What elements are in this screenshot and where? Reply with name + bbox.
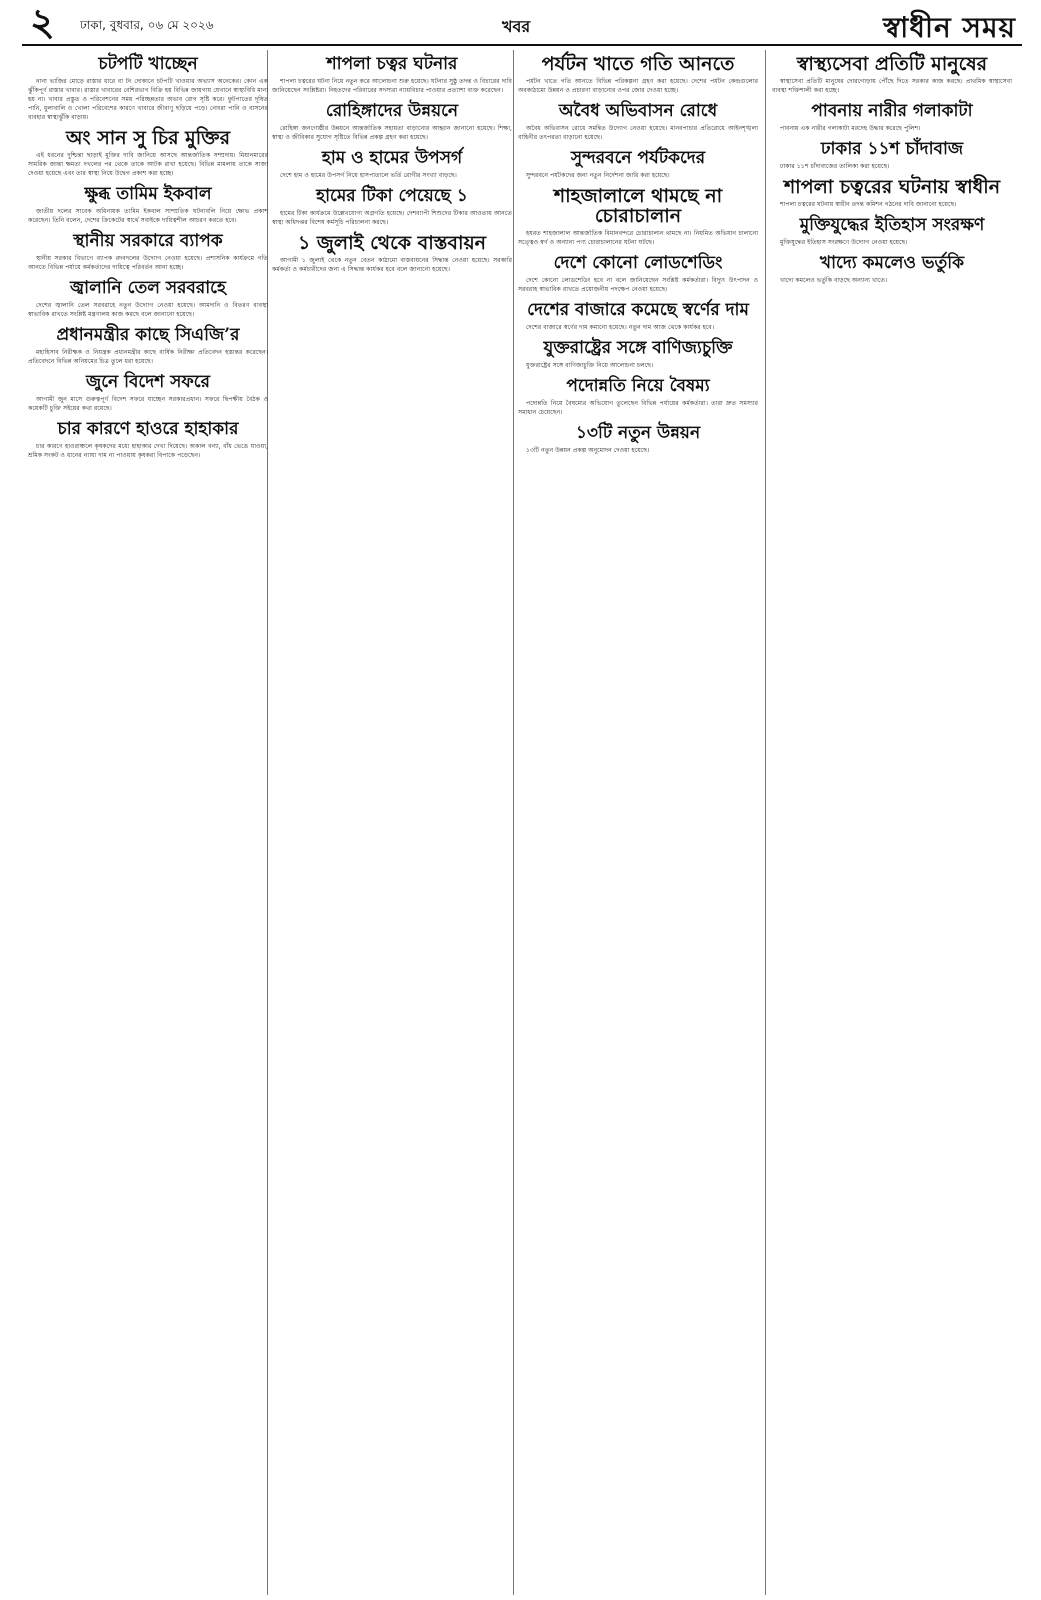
article — [272, 148, 512, 180]
article-headline[interactable]: ক্ষুব্ধ তামিম ইকবাল — [84, 184, 212, 204]
article-headline[interactable]: শাপলা চত্বর ঘটনার — [326, 54, 458, 74]
column-4 — [772, 50, 1012, 1590]
article-body — [772, 200, 1012, 209]
article-headline[interactable]: অং সান সু চির মুক্তির — [65, 127, 231, 149]
article-headline[interactable]: ১ জুলাই থেকে বাস্তবায়ন — [297, 232, 487, 254]
article-headline[interactable]: দেশের বাজারে কমেছে স্বর্ণের দাম — [527, 300, 749, 320]
article-headline[interactable]: প্রধানমন্ত্রীর কাছে সিএজি’র — [56, 325, 240, 345]
article-text: দেশের বাজারে স্বর্ণের দাম কমানো হয়েছে। নতুন দাম আজ থেকে কার্যকর হবে। — [526, 324, 715, 331]
article — [28, 231, 268, 272]
section-title: খবর — [502, 17, 531, 36]
article-body — [28, 151, 268, 178]
article — [772, 101, 1012, 133]
article-headline[interactable]: পাবনায় নারীর গলাকাটা — [811, 101, 973, 121]
article — [28, 419, 268, 460]
article-body — [518, 276, 758, 294]
article-body — [272, 77, 512, 95]
article — [518, 423, 758, 455]
article — [272, 186, 512, 227]
article-body — [518, 446, 758, 455]
article-headline[interactable]: খাদ্যে কমলেও ভর্তুকি — [819, 253, 965, 273]
article-headline[interactable]: শাপলা চত্বরের ঘটনায় স্বাধীন — [783, 176, 1001, 198]
article-text: আগামী জুন মাসে গুরুত্বপূর্ণ বিদেশ সফরে যাচ্ছেন সরকারপ্রধান। সফরে দ্বিপক্ষীয় বৈঠক ও কয়েকটি চুক্তি সইয়ের কথা রয়েছে। — [28, 396, 268, 412]
article-headline[interactable]: স্বাস্থ্যসেবা প্রতিটি মানুষের — [796, 53, 988, 75]
article-body — [28, 395, 268, 413]
article-headline[interactable]: যুক্তরাষ্ট্রের সঙ্গে বাণিজ্যচুক্তি — [543, 338, 733, 358]
article — [518, 338, 758, 370]
article-text: পাবনায় এক নারীর গলাকাটা মরদেহ উদ্ধার করেছে পুলিশ। — [780, 125, 921, 132]
article-text: মহাহিসাব নিরীক্ষক ও নিয়ন্ত্রক প্রধানমন্ত্রীর কাছে বার্ষিক নিরীক্ষা প্রতিবেদন হস্তান্তর করেছেন। প্রতিবেদনে বিভিন্ন অনিয়মের চিত্র তুলে ধরা হয়েছে। — [28, 349, 268, 365]
article — [518, 253, 758, 294]
dateline: ঢাকা, বুধবার, ০৬ মে ২০২৬ — [80, 18, 214, 32]
column-2 — [272, 50, 512, 1590]
article — [28, 128, 268, 178]
article — [272, 101, 512, 142]
article-headline[interactable]: পদোন্নতি নিয়ে বৈষম্য — [566, 376, 710, 396]
article — [28, 54, 268, 122]
article-body — [28, 348, 268, 366]
article-text: দেশের জ্বালানি তেল সরবরাহে নতুন উদ্যোগ নেওয়া হয়েছে। আমদানি ও বিতরণ ব্যবস্থা স্বাভাবিক রাখতে সংশ্লিষ্ট মন্ত্রণালয় কাজ করছে বলে জানানো হয়েছে। — [28, 302, 268, 318]
article-text: খাদ্যে কমলেও ভর্তুকি বাড়ছে অন্যান্য খাতে। — [780, 277, 888, 284]
article — [518, 148, 758, 180]
article-headline[interactable]: জ্বালানি তেল সরবরাহে — [70, 278, 226, 298]
article-body — [772, 162, 1012, 171]
article-text: দেশে কোনো লোডশেডিং হবে না বলে জানিয়েছেন সংশ্লিষ্ট কর্মকর্তারা। বিদ্যুৎ উৎপাদন ও সরবরাহ স্বাভাবিক রাখতে প্রয়োজনীয় পদক্ষেপ নেওয়া হয়েছে। — [518, 277, 758, 293]
article-text: ১৩টি নতুন উন্নয়ন প্রকল্প অনুমোদন দেওয়া হয়েছে। — [526, 447, 650, 454]
newspaper-logo: স্বাধীন সময় — [883, 11, 1016, 44]
article-text: শাপলা চত্বরের ঘটনা নিয়ে নতুন করে আলোচনা শুরু হয়েছে। ঘটনার সুষ্ঠু তদন্ত ও বিচারের দাবি জানিয়েছেন সংশ্লিষ্টরা। নিহতদের পরিবারের সদস্যরা ন্যায়বিচার পাওয়ার প্রত্যাশা ব্যক্ত করেছেন। — [272, 78, 512, 94]
article-text: পর্যটন খাতে গতি আনতে বিভিন্ন পরিকল্পনা গ্রহণ করা হয়েছে। দেশের পর্যটন কেন্দ্রগুলোর অবকাঠামো উন্নয়ন ও প্রচারণা বাড়ানোর ওপর জোর দেওয়া হচ্ছে। — [518, 78, 758, 94]
article-text: ঢাকার ১১শ চাঁদাবাজের তালিকা করা হয়েছে। — [780, 163, 890, 170]
article-body — [518, 361, 758, 370]
article — [518, 101, 758, 142]
article-text: নানা ভাজির মোড়ে রাস্তার ধারে বা টং দোকানে চটপটি খাওয়ার অভ্যাস অনেকের। কোন এক ঝুঁকিপূর্ণ রাস্তার খাবার। রাস্তার খাবারের বেশিরভাগ বিক্রি হয় বিভিন্ন জায়গায় যেখানে স্বাস্থ্যবিধি মানা হয় না। খাবার প্রস্তুত ও পরিবেশনের সময় পরিচ্ছন্নতার অভাব রোগ সৃষ্টি করে। ফুটপাতের দূষিত পানি, ধুলাবালি ও খোলা পরিবেশের কারণে খাবারে জীবাণু ছড়িয়ে পড়ে। নোংরা পানি ও বাসনের ব্যবহার স্বাস্থ্যঝুঁকি বাড়ায়। — [28, 78, 268, 121]
article-headline[interactable]: ১৩টি নতুন উন্নয়ন — [575, 423, 701, 443]
column-3 — [518, 50, 758, 1590]
article-body — [518, 399, 758, 417]
article-text: রোহিঙ্গা জনগোষ্ঠীর উন্নয়নে আন্তর্জাতিক সহায়তা বাড়ানোর আহ্বান জানানো হয়েছে। শিক্ষা, স্বাস্থ্য ও জীবিকার সুযোগ সৃষ্টিতে বিভিন্ন প্রকল্প গ্রহণ করা হয়েছে। — [272, 125, 512, 141]
article-text: অবৈধ অভিবাসন রোধে সমন্বিত উদ্যোগ নেওয়া হয়েছে। মানবপাচার প্রতিরোধে আইনশৃঙ্খলা বাহিনীর তৎপরতা বাড়ানো হয়েছে। — [518, 125, 758, 141]
article-headline[interactable]: চটপটি খাচ্ছেন — [98, 54, 198, 74]
column-1 — [28, 50, 268, 1590]
article-headline[interactable]: চার কারণে হাওরে হাহাকার — [57, 419, 239, 439]
article-headline[interactable]: রোহিঙ্গাদের উন্নয়নে — [325, 101, 459, 121]
article-text: হযরত শাহজালাল আন্তর্জাতিক বিমানবন্দরে চোরাচালান থামছে না। নিয়মিত অভিযান চালানো সত্ত্বেও স্বর্ণ ও অন্যান্য পণ্য চোরাচালানের ঘটনা ঘটছে। — [518, 230, 758, 246]
article — [518, 186, 758, 247]
article — [772, 215, 1012, 247]
article-headline[interactable]: জুনে বিদেশ সফরে — [85, 372, 210, 392]
article-text: আগামী ১ জুলাই থেকে নতুন বেতন কাঠামো বাস্তবায়নের সিদ্ধান্ত নেওয়া হয়েছে। সরকারি কর্মকর্তা ও কর্মচারীদের জন্য এ সিদ্ধান্ত কার্যকর হবে বলে জানানো হয়েছে। — [272, 257, 512, 273]
article-body — [772, 77, 1012, 95]
article — [518, 376, 758, 417]
article-text: জাতীয় দলের সাবেক অধিনায়ক তামিম ইকবাল সাম্প্রতিক ঘটনাবলি নিয়ে ক্ষোভ প্রকাশ করেছেন। তিনি বলেন, দেশের ক্রিকেটের স্বার্থে সবাইকে দায়িত্বশীল আচরণ করতে হবে। — [28, 208, 268, 224]
article-text: হামের টিকা কার্যক্রমে উল্লেখযোগ্য অগ্রগতি হয়েছে। দেশব্যাপী শিশুদের টিকার আওতায় আনতে স্বাস্থ্য অধিদপ্তর বিশেষ কর্মসূচি পরিচালনা করছে। — [272, 210, 512, 226]
article-headline[interactable]: মুক্তিযুদ্ধের ইতিহাস সংরক্ষণ — [799, 215, 985, 235]
article-text: এই ধরনের দুশ্চিন্তা ছাড়াই মুক্তির দাবি জানিয়ে আসছে আন্তর্জাতিক সম্প্রদায়। মিয়ানমারের সামরিক জান্তা ক্ষমতা দখলের পর থেকে তাকে আটক রাখা হয়েছে। বিভিন্ন মামলায় তাকে সাজা দেওয়া হয়েছে এবং তার স্বাস্থ্য নিয়ে উদ্বেগ প্রকাশ করা হচ্ছে। — [28, 152, 268, 177]
article-body — [518, 323, 758, 332]
article-body — [272, 209, 512, 227]
article — [772, 139, 1012, 171]
article — [518, 300, 758, 332]
article-text: স্থানীয় সরকার বিভাগে ব্যাপক রদবদলের উদ্যোগ নেওয়া হয়েছে। প্রশাসনিক কার্যক্রমে গতি আনতে বিভিন্ন পর্যায়ে কর্মকর্তাদের দায়িত্বে পরিবর্তন আনা হচ্ছে। — [28, 255, 268, 271]
article — [28, 325, 268, 366]
article-text: স্বাস্থ্যসেবা প্রতিটি মানুষের দোরগোড়ায় পৌঁছে দিতে সরকার কাজ করছে। প্রাথমিক স্বাস্থ্যসেবা ব্যবস্থা শক্তিশালী করা হচ্ছে। — [772, 78, 1012, 94]
article-headline[interactable]: হামের টিকা পেয়েছে ১ — [316, 186, 468, 206]
article-text: যুক্তরাষ্ট্রের সঙ্গে বাণিজ্যচুক্তি নিয়ে আলোচনা চলছে। — [526, 362, 654, 369]
article-body — [272, 124, 512, 142]
article — [272, 54, 512, 95]
article-body — [772, 124, 1012, 133]
article-text: মুক্তিযুদ্ধের ইতিহাস সংরক্ষণে উদ্যোগ নেওয়া হয়েছে। — [780, 239, 908, 246]
article-headline[interactable]: অবৈধ অভিবাসন রোধে — [558, 101, 718, 121]
article-body — [518, 124, 758, 142]
article — [772, 177, 1012, 209]
article-body — [272, 256, 512, 274]
article — [272, 233, 512, 274]
article-body — [28, 254, 268, 272]
article-body — [272, 171, 512, 180]
article-headline[interactable]: শাহজালালে থামছে না চোরাচালান — [553, 185, 723, 227]
article-body — [28, 301, 268, 319]
article-body — [772, 276, 1012, 285]
article-text: দেশে হাম ও হামের উপসর্গ নিয়ে হাসপাতালে ভর্তি রোগীর সংখ্যা বাড়ছে। — [280, 172, 457, 179]
article-text: শাপলা চত্বরের ঘটনায় স্বাধীন তদন্ত কমিশন গঠনের দাবি জানানো হয়েছে। — [780, 201, 957, 208]
article — [28, 184, 268, 225]
article-text: সুন্দরবনে পর্যটকদের জন্য নতুন নির্দেশনা জারি করা হয়েছে। — [526, 172, 670, 179]
article-text: চার কারণে হাওরাঞ্চলে কৃষকদের মধ্যে হাহাকার দেখা দিয়েছে। অকাল বন্যা, বাঁধ ভেঙে যাওয়া, শ্রমিক সংকট ও ধানের ন্যায্য দাম না পাওয়ায় কৃষকরা বিপাকে পড়েছেন। — [28, 443, 268, 459]
article-headline[interactable]: দেশে কোনো লোডশেডিং — [553, 253, 723, 273]
article-body — [518, 77, 758, 95]
article-headline[interactable]: হাম ও হামের উপসর্গ — [321, 148, 463, 168]
page-number: ২ — [30, 0, 55, 44]
article-body — [518, 171, 758, 180]
article-headline[interactable]: সুন্দরবনে পর্যটকদের — [570, 148, 706, 168]
column-divider — [765, 50, 766, 1595]
article-headline[interactable]: স্থানীয় সরকারে ব্যাপক — [73, 231, 223, 251]
article-body — [518, 229, 758, 247]
article-text: পদোন্নতি নিয়ে বৈষম্যের অভিযোগ তুলেছেন বিভিন্ন পর্যায়ের কর্মকর্তারা। তারা দ্রুত সমস্যার সমাধান চেয়েছেন। — [518, 400, 758, 416]
article-body — [772, 238, 1012, 247]
article — [28, 372, 268, 413]
article-body — [28, 207, 268, 225]
article-headline[interactable]: ঢাকার ১১শ চাঁদাবাজ — [820, 139, 964, 159]
column-divider — [513, 50, 514, 1595]
article-body — [28, 442, 268, 460]
article — [518, 54, 758, 95]
article — [772, 253, 1012, 285]
masthead — [22, 0, 1022, 46]
article-headline[interactable]: পর্যটন খাতে গতি আনতে — [541, 53, 735, 75]
article-body — [28, 77, 268, 122]
article — [28, 278, 268, 319]
article — [772, 54, 1012, 95]
